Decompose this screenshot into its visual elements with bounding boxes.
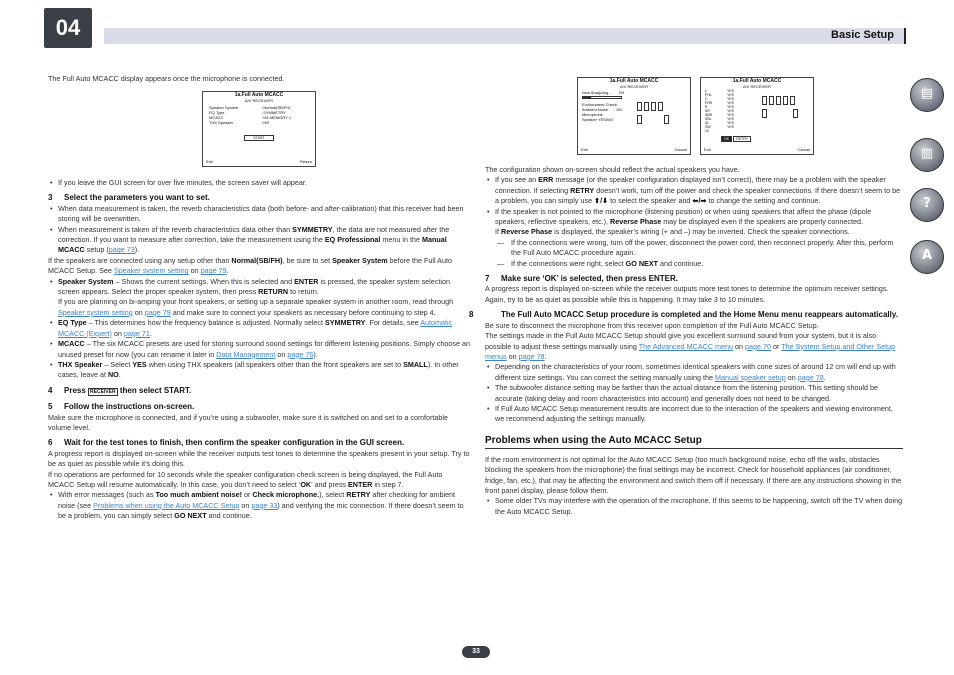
ok-button: OK (721, 136, 732, 142)
start-button: START (244, 135, 273, 141)
intro-text: The Full Auto MCACC display appears once the microphone is connected. (48, 74, 285, 83)
cancel-label: Cancel (674, 147, 687, 152)
spk-row: Speaker YES/NO (582, 117, 614, 122)
speaker-system-link[interactable]: Speaker system setting (58, 307, 133, 317)
remote-icon[interactable]: ▥ (910, 138, 944, 172)
bullet-err: • If you see an ERR message (or the speaker configuration displayed isn’t correct), there may be a problem with the speaker connection. If selecting RETRY doesn’t work, turn off the power and check the speaker connections. If there doesn’t seem to be a problem, you can simply use ⬆/⬇ to select the speaker and ⬅/➡ to change the setting and continue. (485, 175, 903, 206)
step-7: 7 Make sure ‘OK’ is selected, then press ENTER. (485, 274, 678, 284)
auto-mcacc-link[interactable]: Automatic MCACC (Expert) (58, 318, 453, 338)
bullet-eq-type: • EQ Type – This determines how the frequency balance is adjusted. Normally select SYMMETRY. For details, see Automatic MCACC (Expert) on page 71. (48, 318, 470, 339)
section-title: Basic Setup (831, 29, 894, 41)
problems-heading: Problems when using the Auto MCACC Setup (485, 435, 903, 449)
page-link[interactable]: page 79 (200, 266, 227, 276)
right-column (469, 165, 903, 517)
page-link[interactable]: page 70 (744, 341, 771, 351)
az-index-icon[interactable]: A (910, 240, 944, 274)
bullet-mcacc: • MCACC – The six MCACC presets are used for storing surround sound settings for different listening positions. Simply choose an unused preset for now (you can rename it later in Data Management on page 76). (48, 339, 470, 360)
step-3: 3 Select the parameters you want to set. (48, 193, 210, 203)
noise-row: Ambient Noise : OK (582, 107, 623, 112)
screen-title: 1a.Full Auto MCACC (732, 78, 782, 84)
step-6-text-2: If no operations are performed for 10 seconds while the speaker configuration check screen is being displayed, the Full Auto MCACC Setup will resume automatically. In this case, you don’t need to select ‘OK’ and press ENTER in step 7. (48, 469, 443, 489)
cancel-label: Cancel (797, 147, 810, 152)
speaker-diagram (761, 96, 799, 119)
step-4: 4 Press RECEIVER then select START. (48, 385, 192, 395)
screen-subtitle: A/V RECEIVER (244, 98, 273, 103)
screen-rows (203, 103, 315, 127)
speaker-row: SBL YES (705, 117, 735, 121)
bullet-errors: • With error messages (such as Too much ambient noise! or Check microphone.), select RETRY after checking for ambient noise (see Problems when using the Auto MCACC Setup on page 33) and verifying the mic connection. If there doesn’t seem to be a problem, you can simply select GO NEXT and continue. (48, 490, 470, 521)
page-link[interactable]: page 78 (797, 372, 824, 382)
speaker-row: R YES (705, 105, 735, 109)
speaker-row: C YES (705, 97, 735, 101)
book-icon[interactable]: ▤ (910, 78, 944, 112)
left-column-body (48, 178, 470, 522)
speaker-row: SW YES (705, 125, 735, 129)
speaker-row: SL YES (705, 121, 735, 125)
mic-row: Microphone (582, 112, 603, 117)
step-6-text-1: A progress report is displayed on-screen while the receiver outputs test tones to determine the speakers present in your setup. Try to be as quiet as possible while it’s doing this. (48, 448, 470, 469)
data-management-link[interactable]: Data Management (216, 349, 276, 359)
left-column (48, 74, 470, 84)
bullet-screensaver: • If you leave the GUI screen for over five minutes, the screen saver will appear. (48, 178, 470, 188)
chapter-number: 04 (44, 8, 92, 48)
exit-label: Exit (704, 147, 711, 152)
page-link[interactable]: page 73 (108, 245, 135, 255)
exit-label: Exit (581, 147, 588, 152)
step-5: 5 Follow the instructions on-screen. (48, 402, 195, 412)
manual-speaker-link[interactable]: Manual speaker setup (715, 372, 786, 382)
advanced-mcacc-link[interactable]: The Advanced MCACC menu (638, 341, 733, 351)
step-6: 6 Wait for the test tones to finish, then confirm the speaker configuration in the GUI screen. (48, 438, 405, 448)
speaker-row: SBR YES (705, 113, 735, 117)
receiver-key: RECEIVER (90, 388, 116, 395)
step-7-text-2: Again, try to be as quiet as possible while this is happening. It may take 3 to 10 minutes. (485, 294, 766, 304)
header-bar (104, 28, 906, 44)
page-link[interactable]: page 33 (251, 500, 278, 510)
screen-row: MCACC : M1.MEMORY 1 (209, 115, 292, 120)
progress-bar (582, 96, 622, 99)
step-7-text-1: A progress report is displayed on-screen while the receiver outputs more test tones to determine the optimum receiver settings. (485, 284, 889, 294)
bullet-reverb: • When measurement is taken of the reverb characteristics data other than SYMMETRY, the data are not measured after the correction. If you want to measure after correction, take the measurement using the EQ Professional menu in the Manual MCACC setup (page 73). (48, 225, 470, 256)
speaker-row: L YES (705, 89, 735, 93)
screen-title: 1a.Full Auto MCACC (234, 92, 284, 98)
retry-button: RETRY (733, 136, 751, 142)
speaker-note: If the speakers are connected using any setup other than Normal(SB/FH), be sure to set Speaker System before the Full Auto MCACC Setup. See Speaker system setting on page 79. (48, 255, 452, 276)
step-8: 8 The Full Auto MCACC Setup procedure is completed and the Home Menu menu reappears automatically. (469, 310, 898, 320)
system-setup-link[interactable]: The System Setup and Other Setup menus (485, 341, 896, 361)
step-8-text-1: Be sure to disconnect the microphone from this receiver upon completion of the Full Auto MCACC Setup. (485, 320, 819, 330)
speaker-row: FHR YES (705, 101, 735, 105)
speaker-system-link[interactable]: Speaker system setting (113, 266, 189, 276)
dash-item: — If the connections were wrong, turn off the power, disconnect the power cord, then reconnect properly. After this, perform the Full Auto MCACC procedure again. (485, 238, 903, 259)
left-right-arrows-icon: ⬅/➡ (692, 196, 707, 206)
problems-text: If the room environment is not optimal for the Auto MCACC Setup (too much background noise, echo off the walls, obstacles blocking the speakers from the microphone) the final settings may be incorrect. Check for household appliances (air conditioner, fridge, fan, etc.), that may be affecting the environment and switch them off if necessary. If there are any instructions showing in the front panel display, please follow them. (485, 454, 902, 495)
bullet-mic: • If the speaker is not pointed to the microphone (listening position) or when using speakers that affect the phase (dipole speakers, reflective speakers, etc.), Reverse Phase may be displayed even if the speakers are properly connected. If Reverse Phase is displayed, the speaker’s wiring (+ and –) may be inverted. Check the speaker connections. (485, 207, 903, 238)
screen-subtitle: A/V RECEIVER (742, 84, 771, 89)
screen-analyzing (577, 77, 691, 155)
bullet-overwrite: • When data measurement is taken, the reverb characteristics data (both before- and after-calibration) that this receiver had been storing will be overwritten. (48, 204, 470, 225)
return-label: Return (299, 159, 312, 164)
receiver-help-icon[interactable]: ? (910, 188, 944, 222)
screen-subtitle: A/V RECEIVER (619, 84, 648, 89)
speaker-count: 10 (705, 129, 709, 133)
bullet-incorrect: • If Full Auto MCACC Setup measurement results are incorrect due to the interaction of the speakers and viewing environment, we recommend adjusting the settings manually. (485, 404, 903, 425)
bullet-cone: • Depending on the characteristics of your room, sometimes identical speakers with cone sizes of around 12 cm will end up with different size settings. You can correct the setting manually using the Manual speaker setup on page 78. (485, 362, 903, 383)
config-text: The configuration shown on-screen should reflect the actual speakers you have. (485, 165, 740, 174)
screen-speakers (700, 77, 814, 155)
dash-item: — If the connections were right, select GO NEXT and continue. (485, 259, 903, 269)
page-number: 33 (462, 646, 490, 658)
speaker-row: FHL YES (705, 93, 735, 97)
bullet-speaker-system: • Speaker System – Shows the current settings. When this is selected and ENTER is pressed, the speaker system selection screen appears. Select the proper speaker system, then press RETURN to return. If you are planning on bi-amping your front speakers, or setting up a separate speaker system in another room, read through Speaker system setting on page 79 and make sure to connect your speakers as necessary before continuing to step 4. (48, 277, 470, 319)
env-check: Environment Check (582, 102, 617, 107)
analyzing-row: Now Analyzing... 2/9 (582, 90, 625, 95)
bullet-subwoofer: • The subwoofer distance setting may be farther than the actual distance from the listening position. This setting should be accurate (taking delay and room characteristics into account) and generally does not need to be changed. (485, 383, 903, 404)
screen-setup-1 (202, 91, 316, 167)
exit-label: Exit (206, 159, 213, 164)
speaker-row: SR YES (705, 109, 735, 113)
bullet-old-tv: • Some older TVs may interfere with the operation of the microphone. If this seems to be happening, switch off the TV when doing the Auto MCACC Setup. (485, 496, 903, 517)
screen-row: EQ Type : SYMMETRY (209, 110, 286, 115)
step-8-text-2: The settings made in the Full Auto MCACC Setup should give you excellent surround sound from your system, but it is also possible to adjust these settings manually using The Advanced MCACC menu on page 70 or The System Setup and Other Setup menus on page 78. (485, 331, 896, 361)
bullet-thx: • THX Speaker – Select YES when using THX speakers (all speakers other than the front speakers are set to SMALL). In other cases, leave at NO. (48, 360, 470, 381)
page-link[interactable]: page 79 (144, 307, 171, 317)
problems-link[interactable]: Problems when using the Auto MCACC Setup (93, 500, 240, 510)
screen-title: 1a.Full Auto MCACC (609, 78, 659, 84)
page-link[interactable]: page 71 (123, 328, 150, 338)
screen-row: Speaker System : Normal(SB/FH) (209, 105, 291, 110)
speaker-diagram (636, 102, 670, 125)
screen-row: THX Speaker : NO (209, 120, 270, 125)
up-down-arrows-icon: ⬆/⬇ (594, 196, 609, 206)
page-link[interactable]: page 76 (287, 349, 314, 359)
step-5-text: Make sure the microphone is connected, and if you’re using a subwoofer, make sure it is switched on and set to a comfortable volume level. (48, 412, 448, 432)
page-link[interactable]: page 78 (518, 351, 545, 361)
